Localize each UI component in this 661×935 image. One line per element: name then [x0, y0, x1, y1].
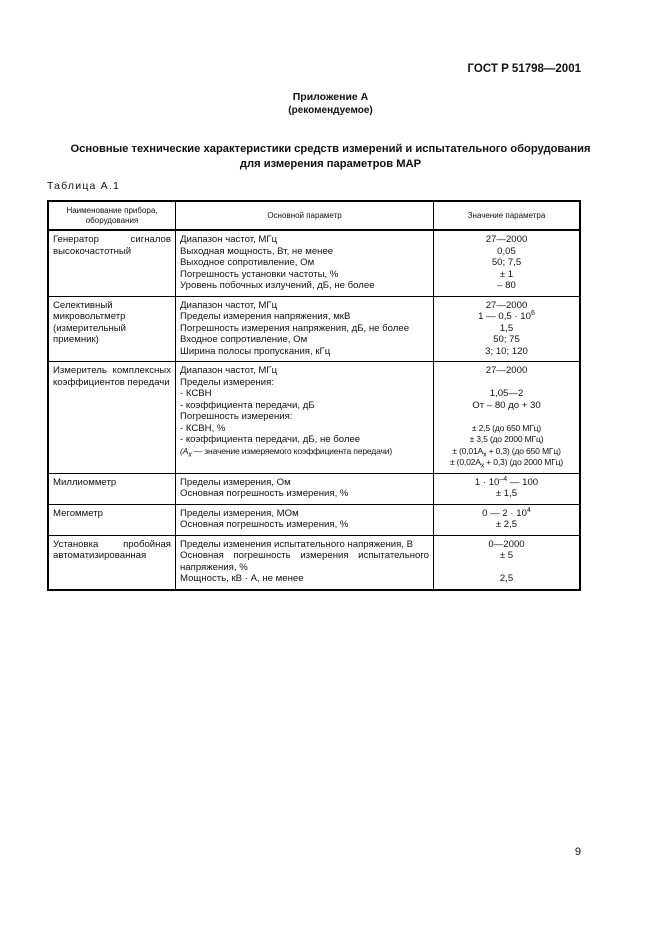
value-cell: 0—2000 ± 5 2,5	[434, 535, 581, 590]
table-row	[48, 504, 580, 535]
appendix-title: Приложение А	[292, 91, 369, 103]
heading-line-1: Основные технические характеристики средств измерений и испытательного оборудования	[70, 143, 591, 155]
header-value: Значение параметра	[434, 201, 581, 230]
table-row	[48, 362, 580, 474]
param-cell: Пределы измерения, Ом Основная погрешность измерения, %	[176, 473, 434, 504]
heading-line-2: для измерения параметров МАР	[239, 158, 422, 170]
device-name: Генератор сигналов высокочастотный	[48, 230, 176, 296]
page-number: 9	[574, 846, 581, 858]
param-cell: Диапазон частот, МГц Выходная мощность, Вт, не менее Выходное сопротивление, Ом Погрешность установки частоты, % Уровень побочных излучений, дБ, не более	[176, 230, 434, 296]
characteristics-table	[47, 200, 581, 591]
param-cell: Пределы измерения, МОм Основная погрешность измерения, %	[176, 504, 434, 535]
param-cell: Пределы изменения испытательного напряжения, В Основная погрешность измерения испытательного напряжения, % Мощность, кВ · А, не менее	[176, 535, 434, 590]
value-cell: 27—2000 1 — $0,5 \cdot 10^6$ 1,5 50; 75 3; 10; 120	[434, 296, 581, 362]
device-name: Установка пробойная автоматизированная	[48, 535, 176, 590]
table-label: Таблица А.1	[47, 180, 121, 192]
appendix-status: (рекомендуемое)	[288, 105, 373, 116]
device-name: Измеритель комплексных коэффициентов передачи	[48, 362, 176, 474]
table-row	[48, 473, 580, 504]
device-name: Мегомметр	[48, 504, 176, 535]
table-row	[48, 230, 580, 296]
table-header-row	[48, 201, 580, 230]
param-cell: Диапазон частот, МГц Пределы измерения: - КСВН - коэффициента передачи, дБ Погрешность измерения: - КСВН, % - коэффициента передачи, дБ, не более ($A_x$ — значение измеряемого коэффициента передачи)	[176, 362, 434, 474]
table-row	[48, 535, 580, 590]
value-cell: 27—2000 1,05—2 От – 80 до + 30 ± 2,5 (до 650 МГц) ± 3,5 (до 2000 МГц) ± $(0,01A_x + 0,3)$ (до 650 МГц) ± $(0,02A_x + 0,3)$ (до 2000 МГц)	[434, 362, 581, 474]
device-name: Миллиомметр	[48, 473, 176, 504]
table-row	[48, 296, 580, 362]
param-cell: Диапазон частот, МГц Пределы измерения напряжения, мкВ Погрешность измерения напряжения, дБ, не более Входное сопротивление, Ом Ширина полосы пропускания, кГц	[176, 296, 434, 362]
value-cell: 0 — $2 \cdot 10^4$ ± 2,5	[434, 504, 581, 535]
value-cell: $1 \cdot 10^{-4}$ — 100 ± 1,5	[434, 473, 581, 504]
device-name: Селективный микровольтметр (измерительный приемник)	[48, 296, 176, 362]
value-cell: 27—2000 0,05 50; 7,5 ± 1 – 80	[434, 230, 581, 296]
header-name: Наименование прибора, оборудования	[48, 201, 176, 230]
document-heading	[0, 142, 661, 172]
standard-number: ГОСТ Р 51798—2001	[467, 63, 581, 75]
header-param: Основной параметр	[176, 201, 434, 230]
